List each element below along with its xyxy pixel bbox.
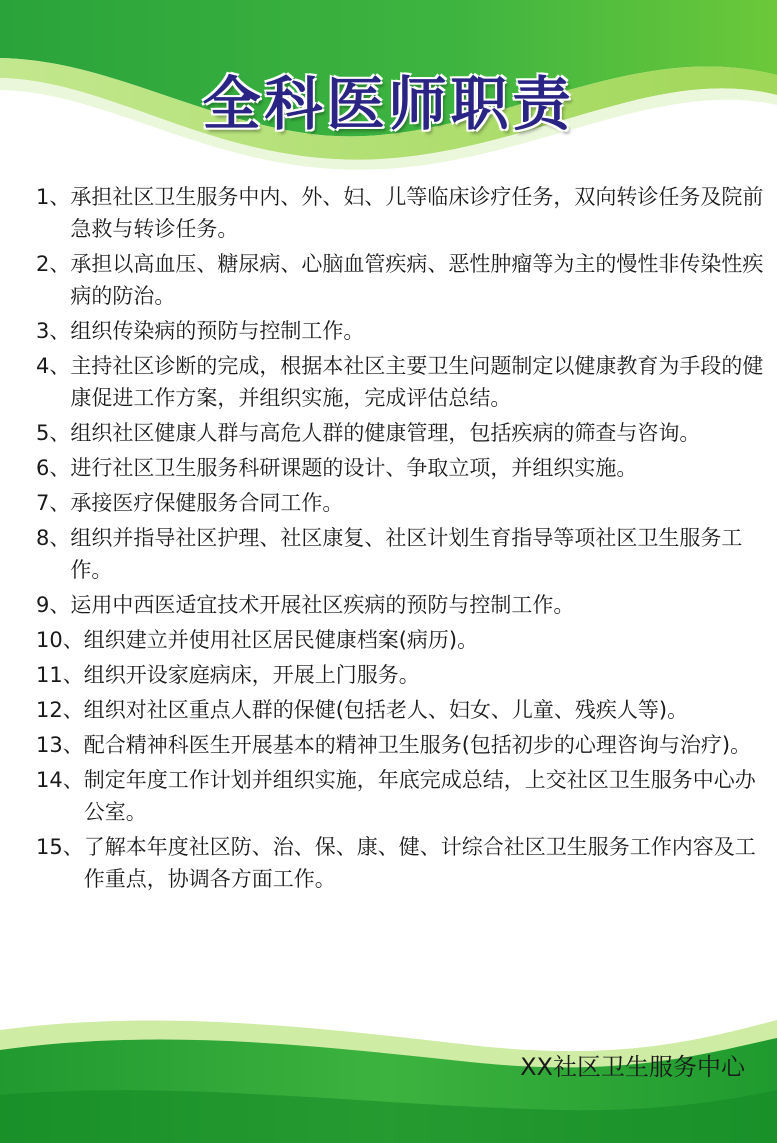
item-number: 2、 — [36, 252, 71, 276]
item-text: 运用中西医适宜技术开展社区疾病的预防与控制工作。 — [70, 593, 575, 617]
item-number: 12、 — [36, 698, 84, 722]
item-text: 组织传染病的预防与控制工作。 — [70, 319, 365, 343]
item-number: 15、 — [36, 835, 84, 859]
list-item — [36, 417, 776, 449]
item-text: 承担以高血压、糖尿病、心脑血管疾病、恶性肿瘤等为主的慢性非传染性疾病的防治。 — [70, 252, 764, 308]
poster-title: 全科医师职责 — [202, 70, 575, 138]
item-text: 组织建立并使用社区居民健康档案(病历)。 — [83, 628, 479, 652]
item-number: 7、 — [36, 491, 71, 515]
list-item — [36, 315, 776, 347]
duties-list — [36, 181, 776, 898]
item-text: 组织开设家庭病床，开展上门服务。 — [83, 663, 420, 687]
list-item — [36, 694, 776, 726]
item-number: 9、 — [36, 593, 71, 617]
item-number: 8、 — [36, 526, 71, 550]
footer-organization: XX社区卫生服务中心 — [520, 1053, 745, 1081]
list-item — [36, 831, 776, 895]
item-text: 进行社区卫生服务科研课题的设计、争取立项，并组织实施。 — [70, 456, 638, 480]
list-item — [36, 452, 776, 484]
item-number: 1、 — [36, 185, 71, 209]
item-number: 11、 — [36, 663, 84, 687]
item-number: 10、 — [36, 628, 84, 652]
item-text: 组织社区健康人群与高危人群的健康管理，包括疾病的筛查与咨询。 — [70, 421, 701, 445]
list-item — [36, 764, 776, 828]
item-number: 3、 — [36, 319, 71, 343]
item-number: 6、 — [36, 456, 71, 480]
item-number: 14、 — [36, 768, 84, 792]
item-text: 制定年度工作计划并组织实施，年底完成总结，上交社区卫生服务中心办公室。 — [83, 768, 756, 824]
item-text: 配合精神科医生开展基本的精神卫生服务(包括初步的心理咨询与治疗)。 — [83, 733, 752, 757]
item-text: 主持社区诊断的完成，根据本社区主要卫生问题制定以健康教育为手段的健康促进工作方案，并组织实施，完成评估总结。 — [70, 354, 764, 410]
item-text: 承担社区卫生服务中内、外、妇、儿等临床诊疗任务，双向转诊任务及院前急救与转诊任务。 — [70, 185, 764, 241]
list-item — [36, 181, 776, 245]
item-number: 4、 — [36, 354, 71, 378]
item-number: 13、 — [36, 733, 84, 757]
list-item — [36, 487, 776, 519]
list-item — [36, 659, 776, 691]
list-item — [36, 350, 776, 414]
list-item — [36, 248, 776, 312]
list-item — [36, 729, 776, 761]
list-item — [36, 624, 776, 656]
list-item — [36, 522, 776, 586]
item-number: 5、 — [36, 421, 71, 445]
item-text: 承接医疗保健服务合同工作。 — [70, 491, 344, 515]
list-item — [36, 589, 776, 621]
item-text: 组织对社区重点人群的保健(包括老人、妇女、儿童、残疾人等)。 — [83, 698, 689, 722]
item-text: 组织并指导社区护理、社区康复、社区计划生育指导等项社区卫生服务工作。 — [70, 526, 743, 582]
item-text: 了解本年度社区防、治、保、康、健、计综合社区卫生服务工作内容及工作重点，协调各方面工作。 — [83, 835, 756, 891]
